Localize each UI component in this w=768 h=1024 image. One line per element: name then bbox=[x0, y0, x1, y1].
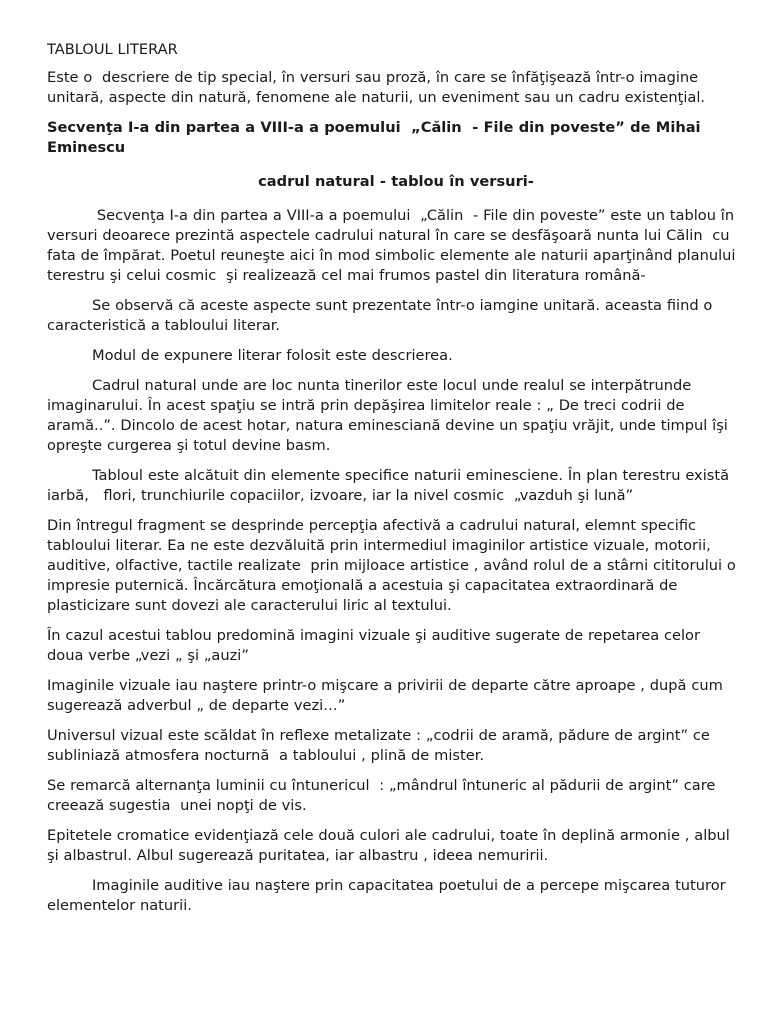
paragraph-1: Secvenţa I-a din partea a VIII-a a poemului „Călin - File din poveste” este un tablou în versuri deoarece prezintă aspectele cadrului natural în care se desfăşoară nunta lui Călin cu fata de împărat. Poetul reuneşte aici în mod simbolic elemente ale naturii aparţinând planului terestru şi celui cosmic şi realizează cel mai frumos pastel din literatura română- bbox=[47, 207, 741, 284]
paragraph-4: Cadrul natural unde are loc nunta tinerilor este locul unde realul se interpătrunde imaginarului. În acest spaţiu se intră prin depăşirea limitelor reale : „ De treci codrii de aramă..”. Dincolo de acest hotar, natura eminesciană devine un spaţiu vrăjit, unde timpul îşi opreşte curgerea şi totul devine basm. bbox=[47, 377, 733, 454]
paragraph-6: Din întregul fragment se desprinde percepţia afectivă a cadrului natural, elemnt specific tabloului literar. Ea ne este dezvăluită prin intermediul imaginilor artistice vizuale, motorii, auditive, olfactive, tactile realizate prin mijloace artistice , având rolul de a stârni cititorului o impresie puternică. Încărcătura emoţională a acestuia şi capacitatea extraordinară de plasticizare sunt dovezi ale caracterului liric al textului. bbox=[47, 517, 741, 614]
section-heading: Secvenţa I-a din partea a VIII-a a poemului „Călin - File din poveste” de Mihai Eminescu bbox=[47, 119, 706, 156]
paragraph-5: Tabloul este alcătuit din elemente specifice naturii eminesciene. În plan terestru există iarbă, flori, trunchiurile copaciilor, izvoare, iar la nivel cosmic „vazduh şi lună” bbox=[47, 467, 734, 504]
paragraph-8: Imaginile vizuale iau naştere printr-o mişcare a privirii de departe către aproape , după cum sugerează adverbul „ de departe vezi…” bbox=[47, 677, 728, 714]
paragraph-7: În cazul acestui tablou predomină imagini vizuale şi auditive sugerate de repetarea celor doua verbe „vezi „ şi „auzi” bbox=[47, 627, 705, 664]
subheading: cadrul natural - tablou în versuri- bbox=[258, 173, 534, 190]
paragraph-3: Modul de expunere literar folosit este descrierea. bbox=[92, 347, 453, 364]
paragraph-10: Se remarcă alternanţa luminii cu întunericul : „mândrul întuneric al pădurii de argint” care creează sugestia unei nopţi de vis. bbox=[47, 777, 721, 814]
document-page bbox=[47, 40, 741, 926]
paragraph-2: Se observă că aceste aspecte sunt prezentate într-o iamgine unitară. aceasta fiind o caracteristică a tabloului literar. bbox=[47, 297, 718, 334]
document-title: TABLOUL LITERAR bbox=[47, 41, 178, 58]
paragraph-11: Epitetele cromatice evidenţiază cele două culori ale cadrului, toate în deplină armonie , albul şi albastrul. Albul sugerează puritatea, iar albastru , ideea nemuririi. bbox=[47, 827, 735, 864]
definition-paragraph: Este o descriere de tip special, în versuri sau proză, în care se înfăţişează într-o imagine unitară, aspecte din natură, fenomene ale naturii, un eveniment sau un cadru existenţial. bbox=[47, 69, 706, 106]
paragraph-9: Universul vizual este scăldat în reflexe metalizate : „codrii de aramă, pădure de argint” ce subliniază atmosfera nocturnă a tabloului , plină de mister. bbox=[47, 727, 715, 764]
paragraph-12: Imaginile auditive iau naştere prin capacitatea poetului de a percepe mişcarea tuturor elementelor naturii. bbox=[47, 877, 731, 914]
